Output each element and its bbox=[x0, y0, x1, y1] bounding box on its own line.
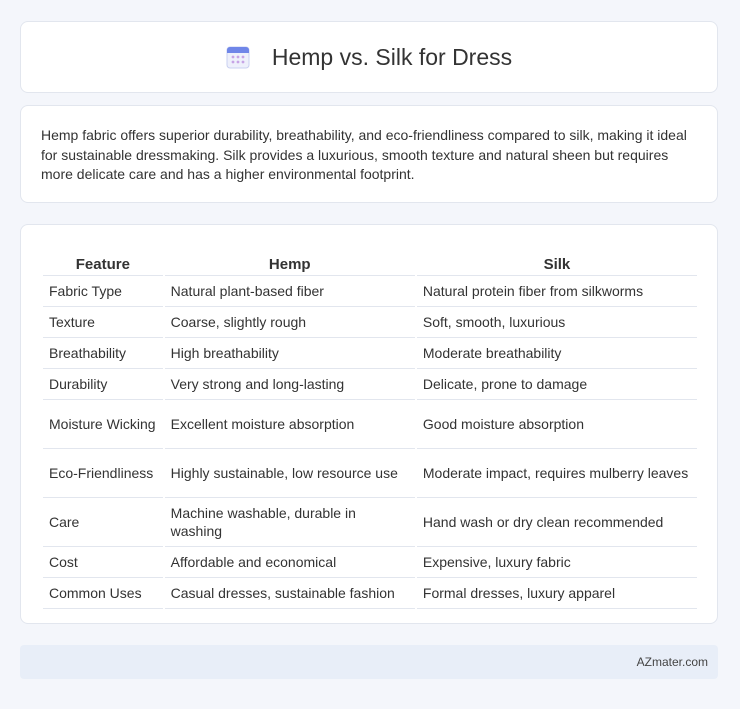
hemp-cell: Highly sustainable, low resource use bbox=[165, 449, 415, 498]
table-row bbox=[43, 369, 697, 400]
silk-cell: Good moisture absorption bbox=[417, 400, 697, 449]
table-row bbox=[43, 338, 697, 369]
footer-brand: AZmater.com bbox=[636, 655, 708, 669]
feature-cell: Care bbox=[43, 498, 163, 547]
summary-card bbox=[20, 105, 718, 203]
feature-cell: Fabric Type bbox=[43, 276, 163, 307]
calendar-icon bbox=[226, 45, 250, 69]
feature-cell: Eco-Friendliness bbox=[43, 449, 163, 498]
summary-text: Hemp fabric offers superior durability, breathability, and eco-friendliness compared to silk, making it ideal for sustainable dressmaking. Silk provides a luxurious, smooth texture and natural sheen but requires more delicate care and has a higher environmental footprint. bbox=[41, 127, 687, 182]
table-row bbox=[43, 449, 697, 498]
comparison-table bbox=[41, 243, 699, 609]
hemp-cell: Coarse, slightly rough bbox=[165, 307, 415, 338]
hemp-cell: High breathability bbox=[165, 338, 415, 369]
feature-cell: Moisture Wicking bbox=[43, 400, 163, 449]
feature-cell: Common Uses bbox=[43, 578, 163, 609]
header-feature: Feature bbox=[43, 243, 163, 276]
page-title: Hemp vs. Silk for Dress bbox=[271, 43, 513, 70]
feature-cell: Cost bbox=[43, 547, 163, 578]
silk-cell: Moderate breathability bbox=[417, 338, 697, 369]
silk-cell: Expensive, luxury fabric bbox=[417, 547, 697, 578]
feature-cell: Breathability bbox=[43, 338, 163, 369]
hemp-cell: Excellent moisture absorption bbox=[165, 400, 415, 449]
silk-cell: Soft, smooth, luxurious bbox=[417, 307, 697, 338]
hemp-cell: Natural plant-based fiber bbox=[165, 276, 415, 307]
table-row bbox=[43, 498, 697, 547]
feature-cell: Durability bbox=[43, 369, 163, 400]
header-silk: Silk bbox=[417, 243, 697, 276]
comparison-table-card bbox=[20, 224, 718, 624]
table-row bbox=[43, 578, 697, 609]
table-row bbox=[43, 400, 697, 449]
footer bbox=[20, 645, 718, 679]
hemp-cell: Very strong and long-lasting bbox=[165, 369, 415, 400]
silk-cell: Natural protein fiber from silkworms bbox=[417, 276, 697, 307]
hemp-cell: Machine washable, durable in washing bbox=[165, 498, 415, 547]
silk-cell: Formal dresses, luxury apparel bbox=[417, 578, 697, 609]
table-row bbox=[43, 547, 697, 578]
table-row bbox=[43, 307, 697, 338]
feature-cell: Texture bbox=[43, 307, 163, 338]
title-card bbox=[20, 21, 718, 93]
header-hemp: Hemp bbox=[165, 243, 415, 276]
hemp-cell: Casual dresses, sustainable fashion bbox=[165, 578, 415, 609]
silk-cell: Hand wash or dry clean recommended bbox=[417, 498, 697, 547]
hemp-cell: Affordable and economical bbox=[165, 547, 415, 578]
table-row bbox=[43, 276, 697, 307]
silk-cell: Delicate, prone to damage bbox=[417, 369, 697, 400]
silk-cell: Moderate impact, requires mulberry leaves bbox=[417, 449, 697, 498]
table-header-row bbox=[43, 243, 697, 276]
